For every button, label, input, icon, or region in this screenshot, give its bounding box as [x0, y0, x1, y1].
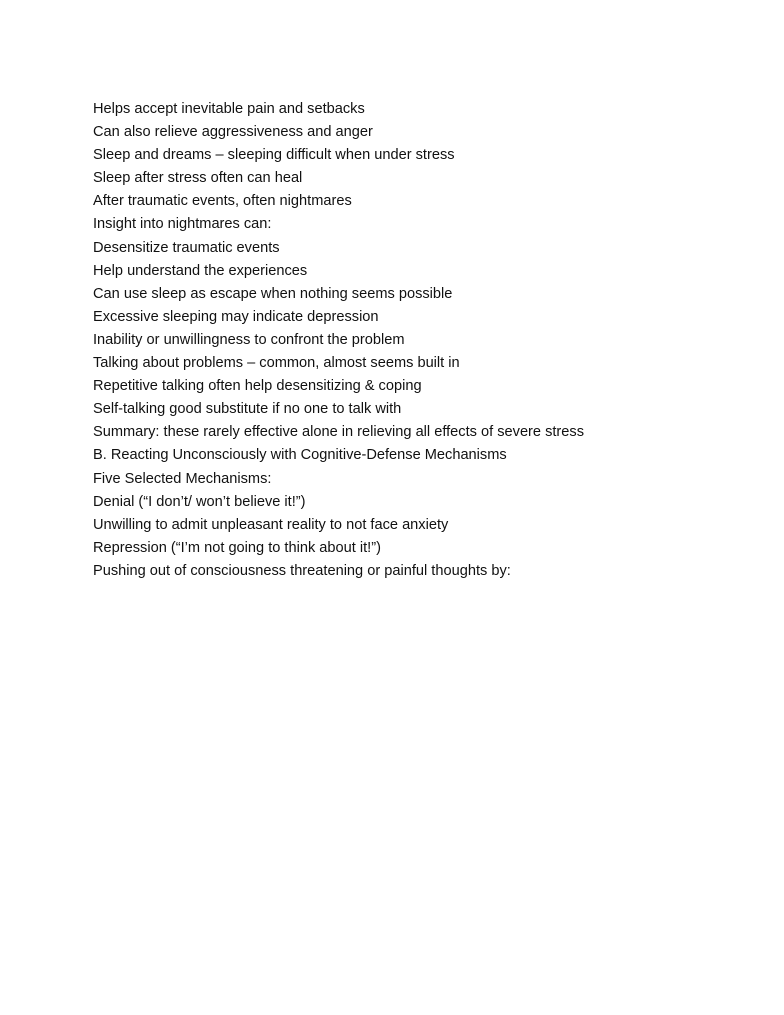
text-line: Denial (“I don’t/ won’t believe it!”): [93, 493, 306, 510]
text-line: Pushing out of consciousness threatening or painful thoughts by:: [93, 562, 511, 579]
text-line: Repetitive talking often help desensitizing & coping: [93, 378, 422, 395]
text-line: Inability or unwillingness to confront the problem: [93, 331, 405, 348]
text-line: Self-talking good substitute if no one to talk with: [93, 401, 402, 418]
text-line: Excessive sleeping may indicate depression: [93, 308, 379, 325]
text-line: Can also relieve aggressiveness and anger: [93, 124, 373, 141]
text-line: Summary: these rarely effective alone in relieving all effects of severe stress: [93, 424, 585, 441]
text-lines: [93, 98, 584, 583]
text-line: Insight into nightmares can:: [93, 216, 272, 233]
text-line: Helps accept inevitable pain and setbacks: [93, 101, 365, 117]
text-line: Repression (“I’m not going to think about it!”): [93, 539, 381, 556]
text-line: Talking about problems – common, almost seems built in: [93, 355, 460, 372]
text-line: Sleep and dreams – sleeping difficult when under stress: [93, 147, 455, 164]
text-line: Help understand the experiences: [93, 262, 308, 279]
text-line: Desensitize traumatic events: [93, 239, 280, 256]
text-line: After traumatic events, often nightmares: [93, 193, 352, 210]
text-line: Can use sleep as escape when nothing seems possible: [93, 285, 453, 302]
text-line: Five Selected Mechanisms:: [93, 470, 272, 487]
text-line: Unwilling to admit unpleasant reality to not face anxiety: [93, 516, 449, 533]
text-line: B. Reacting Unconsciously with Cognitive-Defense Mechanisms: [93, 447, 507, 464]
text-line: Sleep after stress often can heal: [93, 170, 303, 187]
